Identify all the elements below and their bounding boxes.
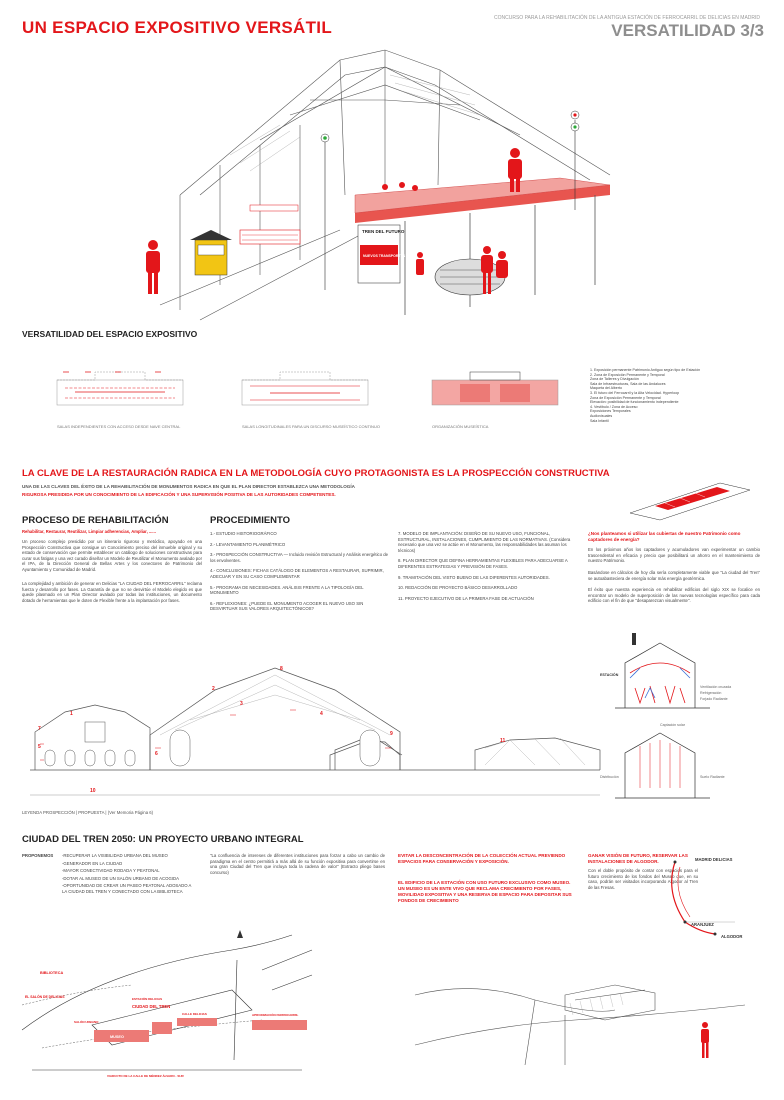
legend-line: 4. Vestíbulo / Zona de Acceso	[590, 404, 638, 409]
legend-line: Zona de Exposición Permanente y Temporal	[590, 395, 661, 400]
step-item: 10. REDACCIÓN DE PROYECTO BÁSICO DESARROLLADO	[398, 585, 518, 591]
plan-label: CALLE DELICIAS	[182, 1012, 207, 1016]
roof-sketch	[625, 478, 755, 523]
step-item: 8. PLAN DIRECTOR QUE DEFINA HERRAMIENTAS FLEXIBLES PARA ADECUARSE A DIFERENTES ESTRATEGIAS Y PREVISIÓN DE FASES.	[398, 558, 568, 569]
versatility-counter: VERSATILIDAD 3/3	[611, 21, 764, 40]
energy-sections	[600, 628, 770, 803]
sign-subtitle: NUEVOS TRANSPORTES	[363, 254, 406, 258]
step-item: 9. TRAMITACIÓN DEL VISTO BUENO DE LAS DIFERENTES AUTORIDADES.	[398, 574, 550, 580]
legend-line: Exposiciones Temporales	[590, 409, 631, 414]
section-summer: ESTACIÓN	[600, 673, 619, 677]
procedimiento-steps-right	[398, 531, 578, 606]
key-line-2: RIGUROSA PRESIDIDA POR UN CONOCIMIENTO DE LA EDIFICACIÓN Y UNA SUPERVISIÓN POSITIVA DE LAS AUTORIDADES COMPETENTES.	[22, 492, 336, 497]
elev-num: 8	[280, 666, 283, 672]
elev-num: 5	[38, 744, 41, 750]
elev-num: 9	[390, 731, 393, 737]
step-item: 11. PROYECTO EJECUTIVO DE LA PRIMERA FASE DE ACTUACIÓN	[398, 595, 534, 601]
elev-num: 11	[500, 738, 506, 744]
city-heading: CIUDAD DEL TREN 2050: UN PROYECTO URBANO INTEGRAL	[22, 834, 304, 845]
section-label: Refrigeración	[700, 691, 722, 695]
versatility-diagram-1	[55, 370, 185, 420]
sign-title: TREN DEL FUTURO	[362, 229, 405, 234]
versatility-heading: VERSATILIDAD DEL ESPACIO EXPOSITIVO	[22, 329, 198, 339]
elev-num: 3	[240, 701, 243, 707]
legend-line: Sala de Infraestructuras, Sala de las Andaluces	[590, 381, 666, 386]
versatility-diagram-3	[430, 370, 560, 420]
contest-title: CONCURSO PARA LA REHABILITACIÓN DE LA ANTIGUA ESTACIÓN DE FERROCARRIL DE DELICIAS EN MADRID	[494, 15, 760, 21]
elev-num: 1	[70, 711, 73, 717]
elev-num: 7	[38, 726, 41, 732]
proceso-heading: PROCESO DE REHABILITACIÓN	[22, 515, 169, 526]
step-item: 2.- LEVANTAMIENTO PLANIMÉTRICO	[210, 541, 286, 547]
map-label: ARANJUEZ	[691, 922, 714, 927]
elev-num: 2	[212, 686, 215, 692]
caption-2: SALAS LONGITUDINALES PARA UN DISCURSO MUSEÍSTICO CONTINUO	[242, 424, 380, 429]
city-ganar-paragraph: Con el doble propósito de contar con espacios para el futuro crecimiento de los fondos del Museo que, en su caso, podrán ser visitados incorporando Algodor al Tren de las Fresas.	[588, 868, 698, 890]
procedimiento-steps-left	[210, 531, 390, 617]
plan-label: ESTACIÓN DELICIAS	[132, 997, 163, 1001]
section-label: Forjado Radiante	[700, 697, 728, 701]
caption-1: SALAS INDEPENDIENTES CON ACCESO DESDE NAVE CENTRAL	[57, 424, 181, 429]
proposal-item: -GENERADOR EN LA CIUDAD	[62, 860, 123, 866]
proceso-paragraph-1: Un proceso complejo presidido por un itinerario riguroso y metódico, apoyado en una Prospección Constructiva que consigue un Conocimiento preciso del inmueble original y su estado de conservación que permite establecer un catálogo de soluciones constructivas para curar sus fatigas y una vez curado diseñar un Modelo de Reutilizar el Monumento avalado por el IPA, de la Dirección General de Bellas Artes y los conectores de Patrimonio del Ayuntamiento y Comunidad de Madrid.	[22, 539, 202, 572]
legend-line: Elevación: posibilidad de funcionamiento independiente	[590, 400, 679, 405]
step-item: 5.- PROGRAMA DE NECESIDADES. ANÁLISIS FRENTE A LA TIPOLOGÍA DEL MONUMENTO	[210, 584, 364, 596]
legend-line: Sala Infantil	[590, 418, 609, 423]
hero-perspective	[140, 45, 630, 320]
versatility-legend	[590, 368, 740, 423]
legend-line: Maqueta del Alberto	[590, 386, 622, 391]
plan-label: SALÓN URBANO	[74, 1020, 99, 1024]
plan-label: BIBLIOTECA	[40, 971, 64, 975]
elev-num: 6	[155, 751, 158, 757]
station-elevation	[30, 660, 600, 808]
section-label: Ventilación cruzada	[700, 685, 732, 689]
landscape-sketch	[415, 965, 745, 1075]
proposal-item: -MAYOR CONECTIVIDAD RODADA Y PEATONAL	[62, 868, 160, 874]
step-item: 1.- ESTUDIO HISTORIOGRÁFICO	[210, 531, 277, 536]
section-label: Suelo Radiante	[700, 775, 725, 779]
step-item: 6.- REFLEXIONES: ¿PUEDE EL MONUMENTO ACOGER EL NUEVO USO SIN DESVIRTUAR SUS VALORES ARQUITECTÓNICOS?	[210, 600, 364, 612]
page-title: UN ESPACIO EXPOSITIVO VERSÁTIL	[22, 18, 333, 37]
step-item: 3.- PROSPECCIÓN CONSTRUCTIVA — Incluido revisión Estructural y Análisis energético de los envolventes.	[210, 552, 389, 563]
legend-line: 3. El futuro del Ferrocarril y la Alta Velocidad. Hyperloop	[590, 390, 680, 395]
plan-label: CIUDAD DEL TREN	[132, 1004, 171, 1009]
plan-label: APROXIMACIÓN FERROCARRIL	[252, 1013, 299, 1017]
proceso-lead: Rehabilitar, Restaurar, Reutilizar, Limpiar adherencias, Ampliar, ......	[22, 529, 156, 534]
elev-num: 10	[90, 788, 96, 794]
map-label: ALGODOR	[721, 934, 743, 939]
section-label: Captación solar	[660, 723, 685, 727]
elevation-legend: LEYENDA PROSPECCIÓN | PROPUESTA | (Ver Memoria Página 6)	[22, 810, 154, 815]
legend-line: Audiovisuales	[590, 413, 613, 418]
procedimiento-heading: PROCEDIMIENTO	[210, 515, 291, 526]
plan-label: VIADUCTO DE LA CALLE DE MÉNDEZ ÁLVARO · SUR	[107, 1074, 184, 1078]
elev-num: 4	[320, 711, 323, 717]
plan-label: EL SALÓN DE DELICIAS	[25, 995, 65, 999]
caption-3: ORGANIZACIÓN MUSEÍSTICA	[432, 424, 489, 429]
energy-question: ¿Nos planteamos si utilizar las cubiertas de nuestro Patrimonio como captadores de energía?	[588, 531, 741, 542]
proposal-item: -DOTAR AL MUSEO DE UN SALÓN URBANO DE ACOGIDA	[62, 875, 179, 881]
proposal-item: -OPORTUNIDAD DE CREAR UN PASEO PEATONAL ADOSADO A LA CIUDAD DEL TREN Y CONECTADO CON LA BIBLIOTECA	[62, 883, 192, 894]
step-item: 4.- CONCLUSIONES: FICHAS CATÁLOGO DE ELEMENTOS A RESTAURAR, SUPRIMIR, ADECUAR Y EN SU CASO COMPLEMENTAR	[210, 568, 384, 579]
versatility-diagram-2	[240, 370, 370, 420]
rail-map	[655, 852, 765, 947]
legend-line: 1. Exposición permanente Patrimonio Antiguo según tipo de Estación	[590, 368, 701, 372]
energy-paragraph-2: Basándose en cálculos de hoy día sería completamente viable que "La ciudad del Tren" se autoabasteciera de energía solar más energía geotérmica.	[588, 570, 760, 581]
city-ganar: GANAR VISIÓN DE FUTURO, RESERVAR LAS INSTALACIONES DE ALGODOR.	[588, 853, 688, 864]
key-line-1: UNA DE LAS CLAVES DEL ÉXITO DE LA REHABILITACIÓN DE MONUMENTOS RADICA EN QUE EL PLAN DIRECTOR ESTABLEZCA UNA METODOLOGÍA	[22, 484, 355, 489]
city-red-2: EL EDIFICIO DE LA ESTACIÓN CON USO FUTURO EXCLUSIVO COMO MUSEO. UN MUSEO ES UN ENTE VIVO QUE RECLAMA CRECIMIENTO POR FASES, MOVILIDAD EXPOSITIVA Y UNA RESERVA DE ESPACIO PARA DEPOSITAR SUS FONDOS DE CRECIMIENTO	[398, 880, 572, 903]
site-plan	[22, 930, 312, 1080]
section-label: Distribución	[600, 775, 619, 779]
legend-line: Zona de Talleres y Divulgación	[590, 377, 639, 382]
city-proponemos: PROPONEMOS	[22, 853, 54, 858]
energy-paragraph-3: El éxito que nuestra experiencia en rehabilitar edificios del siglo XIX se focalice en encontrar un modelo de superposición de las nuevas tecnologías específico para cada edificio con el fin de que "desaparezcan visualmente".	[588, 587, 760, 604]
map-label: MADRID DELICIAS	[695, 857, 733, 862]
proceso-paragraph-2: La complejidad y ambición de generar en Delicias "LA CIUDAD DEL FERROCARRIL" reclama fuerza y desarrollo por fases. La Garantía de que no se desvirtúe el Modelo elegido es que quede plasmado en un Plan Director avalado por todas las instituciones, un documento dotado de herramientas que le doten de Flexible frente a la implantación por fases.	[22, 581, 202, 603]
key-heading: LA CLAVE DE LA RESTAURACIÓN RADICA EN LA METODOLOGÍA CUYO PROTAGONISTA ES LA PROSPECCIÓN CONSTRUCTIVA	[22, 468, 610, 479]
proposal-item: -RECUPERAR LA VISIBILIDAD URBANA DEL MUSEO	[62, 853, 168, 858]
city-red-1: EVITAR LA DESCONCENTRACIÓN DE LA COLECCIÓN ACTUAL PREVIENDO ESPACIOS PARA CONSERVACIÓN Y EXPOSICIÓN.	[398, 853, 566, 864]
city-proposals	[62, 853, 197, 897]
step-item: 7. MODELO DE IMPLANTACIÓN: DISEÑO DE SU NUEVO USO, FUNCIONAL, ESTRUCTURAL, INSTALACIONES, CUMPLIMIENTO DE LAS NORMATIVAS. (Considera necesario que una vez se actúe en el Monumento, las responsabilidades las asuman los técnicos)	[398, 531, 571, 553]
city-quote: "La confluencia de intereses de diferentes instituciones para forzar a cabo un cambio de paradigma en el centro permitirá a más allá de su función expositiva para convertirse en una gran Ciudad del Tren que incluya toda la cadena de valor" (Extracto pliego bases concurso)	[210, 853, 385, 875]
plan-label: MUSEO	[110, 1035, 124, 1039]
energy-paragraph-1: En los próximos años los captadores y acumuladores van experimentar un cambio trascendental en eficacia y precio que posibilitará un ahorro en el mantenimiento de nuestro Patrimonio.	[588, 547, 760, 564]
legend-line: 2. Zona de Exposición Permanente y Temporal	[590, 372, 665, 377]
